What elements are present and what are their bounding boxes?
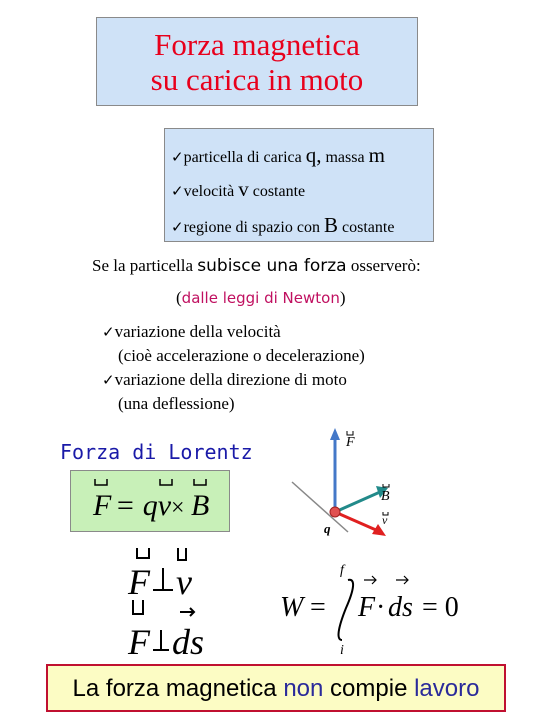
perp-v: v [176,562,192,602]
vector-arrow-F [133,600,143,614]
symbol-m: m [368,143,385,167]
symbol-v: v [238,177,249,201]
velocity-vector [335,512,376,530]
charge-dot [330,507,340,517]
conclusion-start: La forza magnetica [72,675,277,702]
title-line-1: Forza magnetica [154,27,360,62]
integral-sign [339,580,354,640]
formula-B: B [191,489,210,522]
label-F: F [346,435,355,450]
perp-F1: F [128,562,150,602]
perpendicular-relations [120,540,230,660]
formula-F: F [93,489,112,522]
symbol-B: B [323,213,338,237]
integral-lower: i [340,643,344,658]
intro-sentence [92,256,421,276]
field-vector [335,492,380,512]
condition-field-text: regione di spazio con [183,219,320,236]
work-ds: ds [388,592,413,623]
conditions-box [164,128,434,242]
vector-arrow-B [194,479,206,485]
symbol-q: q, [305,143,322,167]
list-item-velocity-text: variazione della velocità [114,322,281,341]
work-integral [276,560,472,658]
vector-arrow-B [383,484,389,487]
lorentz-formula-box [70,470,230,532]
vector-arrow-ds [180,608,194,616]
list-item-velocity [102,322,281,342]
condition-charge-text: particella di carica [183,149,302,166]
intro-start: Se la particella [92,256,194,275]
paren-open: ( [176,288,182,307]
newton-text: dalle leggi di Newton [181,289,340,307]
label-B: B [381,489,390,504]
condition-mass-text: massa [325,149,365,166]
perp-ds: ds [172,622,205,660]
lorentz-formula [71,471,231,533]
paren-close: ) [339,288,346,307]
vector-arrow-v [160,479,172,485]
work-F: F [358,592,376,623]
condition-velocity-text: velocità [183,183,235,200]
check-icon: ✓ [171,182,184,200]
list-item-direction [102,370,347,390]
condition-charge-mass [171,143,385,168]
condition-velocity [171,177,305,202]
check-icon: ✓ [102,371,115,389]
conclusion-mid: compie [330,675,408,702]
work-zero: = 0 [422,592,459,623]
list-item-direction-text: variazione della direzione di moto [114,370,347,389]
check-icon: ✓ [171,218,184,236]
condition-field [171,213,394,238]
integral-upper: f [340,563,344,578]
work-equals: = [310,592,326,623]
conclusion-banner [46,664,506,712]
list-item-direction-sub: (una deflessione) [118,394,235,413]
list-item-velocity-sub: (cioè accelerazione o decelerazione) [118,346,365,365]
intro-end: osserverò: [350,256,421,275]
formula-eq-qv: = qv [115,489,172,522]
newton-note [176,288,346,308]
check-icon: ✓ [171,148,184,166]
vector-arrow-v [178,548,186,560]
condition-field-tail: costante [342,219,395,236]
label-q: q [324,521,331,536]
lorentz-vector-diagram [290,424,430,550]
label-v: v [382,513,388,527]
trajectory-line [292,482,348,532]
intro-middle: subisce una forza [197,256,347,276]
force-arrowhead [330,428,340,440]
formula-cross: × [171,495,185,521]
condition-velocity-tail: costante [252,183,306,200]
vector-arrow-ds [396,576,408,584]
work-W: W [280,592,304,623]
perp-F2: F [128,622,150,660]
vector-arrow-F [364,576,376,584]
lorentz-title: Forza di Lorentz [60,440,253,464]
check-icon: ✓ [102,323,115,341]
title-box [96,17,418,106]
title-line-2: su carica in moto [150,62,364,97]
vector-arrow-F [137,548,149,558]
conclusion-lavoro: lavoro [414,675,480,702]
vector-arrow-F [95,479,107,485]
work-dot: · [376,592,386,623]
conclusion-non: non [283,675,324,702]
